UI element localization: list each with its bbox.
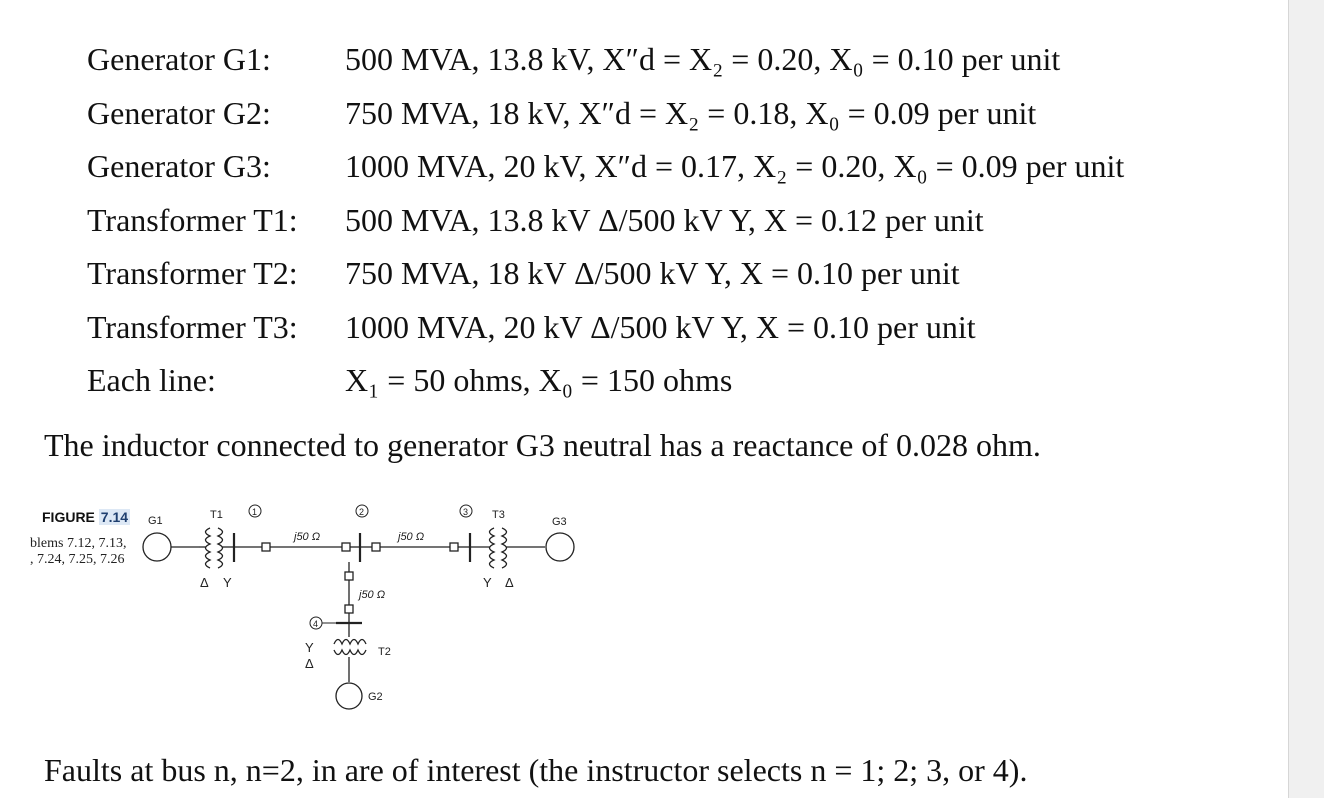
spec-value: 500 MVA, 13.8 kV Δ/500 kV Y, X = 0.12 per unit: [345, 201, 984, 238]
spec-value: 1000 MVA, 20 kV Δ/500 kV Y, X = 0.10 per unit: [345, 308, 976, 345]
spec-value: 750 MVA, 18 kV Δ/500 kV Y, X = 0.10 per unit: [345, 255, 960, 291]
breaker: [345, 572, 353, 580]
bus-3-label: 3: [463, 507, 469, 517]
spec-label: Transformer T2:: [87, 255, 298, 291]
inductor-note: The inductor connected to generator G3 neutral has a reactance of 0.028 ohm.: [44, 427, 1041, 463]
spec-label: Generator G1:: [87, 41, 271, 77]
breaker: [450, 543, 458, 551]
t1-wye-symbol: Y: [223, 575, 232, 590]
t1-label: T1: [210, 509, 223, 521]
spec-value: 500 MVA, 13.8 kV, X″d = X₂ = 0.20, X₀ = 0.10 per unit: [345, 41, 1061, 77]
breaker: [345, 605, 353, 613]
generator-g3-symbol: [546, 533, 574, 561]
generator-g1-symbol: [143, 533, 171, 561]
bus-1-label: 1: [252, 507, 258, 517]
scrollbar-track[interactable]: [1288, 0, 1324, 798]
t2-label: T2: [378, 646, 391, 658]
faults-note: Faults at bus n, n=2, in are of interest (the instructor selects n = 1; 2; 3, or 4).: [44, 752, 1028, 788]
spec-label: Transformer T3:: [87, 308, 298, 345]
t2-wye-symbol: Y: [305, 640, 314, 655]
figure-problem-ref: , 7.24, 7.25, 7.26: [30, 552, 125, 567]
figure-7-14: [0, 490, 640, 720]
breaker: [262, 543, 270, 551]
transformer-t2-symbol: [334, 640, 366, 655]
spec-label: Generator G2:: [87, 94, 271, 131]
t3-delta-symbol: Δ: [505, 575, 514, 590]
t1-delta-symbol: Δ: [200, 575, 209, 590]
g3-label: G3: [552, 516, 567, 528]
breaker: [372, 543, 380, 551]
spec-label: Transformer T1:: [87, 201, 298, 238]
line-2-3-impedance: j50 Ω: [398, 531, 425, 543]
t2-delta-symbol: Δ: [305, 656, 314, 671]
transformer-t1-symbol: [199, 528, 223, 568]
t3-wye-symbol: Y: [483, 575, 492, 590]
figure-problem-ref: blems 7.12, 7.13,: [30, 536, 127, 551]
one-line-diagram: [0, 490, 640, 720]
spec-value: 750 MVA, 18 kV, X″d = X₂ = 0.18, X₀ = 0.09 per unit: [345, 94, 1037, 131]
g2-label: G2: [368, 691, 383, 703]
generator-g2-symbol: [336, 683, 362, 709]
spec-label: Generator G3:: [87, 148, 271, 184]
t3-label: T3: [492, 509, 505, 521]
line-1-2-impedance: j50 Ω: [294, 531, 321, 543]
spec-value: 1000 MVA, 20 kV, X″d = 0.17, X₂ = 0.20, X₀ = 0.09 per unit: [345, 148, 1125, 184]
breaker: [342, 543, 350, 551]
line-2-4-impedance: j50 Ω: [359, 589, 386, 601]
spec-label: Each line:: [87, 362, 216, 398]
bus-4-label: 4: [313, 619, 319, 629]
g1-label: G1: [148, 515, 163, 527]
figure-caption-number: 7.14: [100, 509, 129, 525]
figure-caption-prefix: FIGURE: [42, 509, 99, 525]
transformer-t3-symbol: [490, 528, 507, 568]
spec-value: X₁ = 50 ohms, X₀ = 150 ohms: [345, 362, 733, 398]
bus-2-label: 2: [359, 507, 365, 517]
